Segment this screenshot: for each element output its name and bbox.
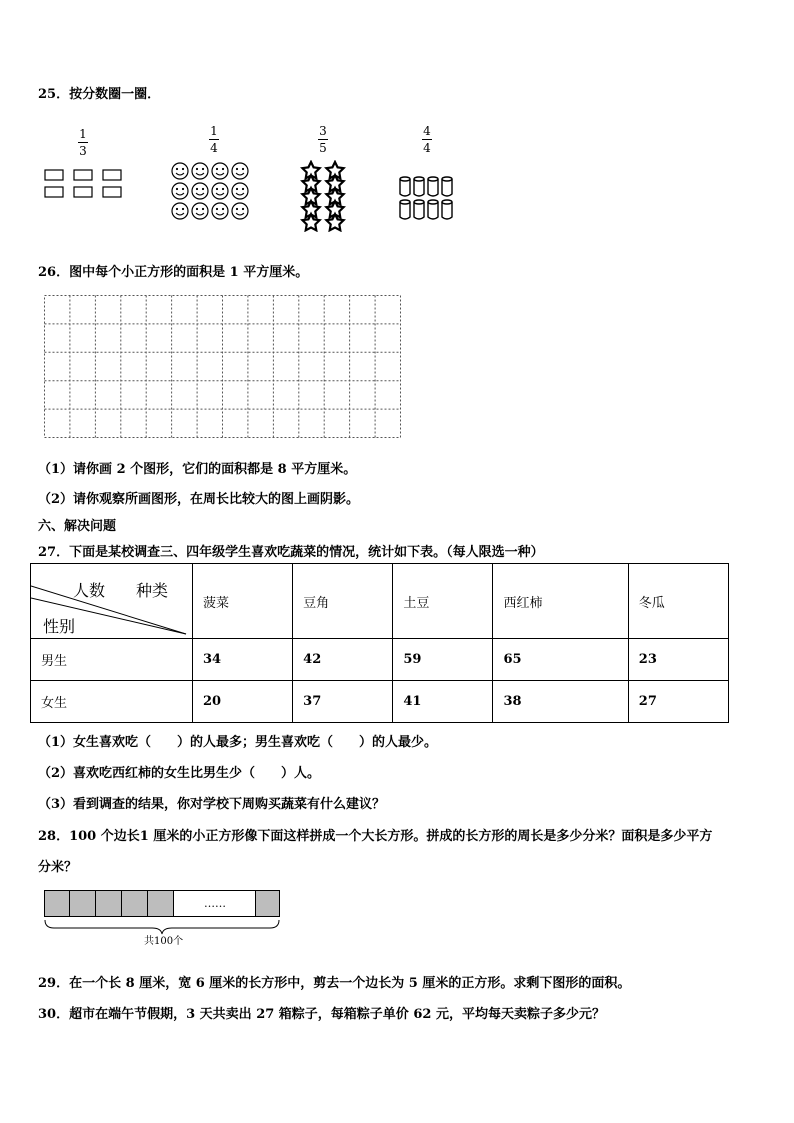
table-row (31, 639, 729, 681)
q29-text: 29．在一个长 8 厘米，宽 6 厘米的长方形中，剪去一个边长为 5 厘米的正方形。求剩下图形的面积。 (38, 976, 631, 991)
column-header: 冬瓜 (628, 564, 728, 639)
table-cell: 27 (628, 681, 728, 723)
corner-label-type: 种类 (136, 581, 169, 600)
q26-part1: （1）请你画 2 个图形，它们的面积都是 8 平方厘米。 (38, 462, 357, 477)
table-cell: 34 (193, 639, 293, 681)
fraction-1-4: 1 4 (210, 124, 218, 155)
cylinder-icon (414, 177, 424, 196)
q27-title: 27．下面是某校调查三、四年级学生喜欢吃蔬菜的情况，统计如下表。（每人限选一种） (38, 545, 544, 560)
ellipsis-text: …… (204, 897, 226, 910)
brace-caption: 共100个 (144, 936, 184, 947)
fraction-4-4: 4 4 (423, 124, 431, 155)
smiley-face-icon (192, 163, 208, 179)
cylinder-icon (400, 200, 410, 219)
dot-grid (44, 295, 402, 439)
fraction-1-3: 1 3 (79, 127, 87, 158)
smiley-face-icon (232, 203, 248, 219)
table-cell: 20 (193, 681, 293, 723)
table-cell: 41 (393, 681, 493, 723)
rectangles-group (45, 170, 121, 197)
q27-part3: （3）看到调查的结果，你对学校下周购买蔬菜有什么建议？ (38, 797, 386, 812)
table-row (31, 681, 729, 723)
q27-part1: （1）女生喜欢吃（ ）的人最多；男生喜欢吃（ ）的人最少。 (38, 735, 438, 750)
q26-part2: （2）请你观察所画图形，在周长比较大的图上画阴影。 (38, 492, 360, 507)
fraction-3-5: 3 5 (319, 124, 327, 155)
smiley-face-icon (212, 203, 228, 219)
cylinder-icon (428, 177, 438, 196)
squares-strip-diagram (44, 890, 284, 950)
table-header-row (31, 564, 729, 639)
diagonal-header-cell (31, 564, 193, 639)
corner-label-gender: 性别 (43, 617, 76, 636)
survey-table (30, 563, 729, 723)
row-label: 女生 (31, 681, 193, 723)
table-cell: 42 (293, 639, 393, 681)
column-header: 豆角 (293, 564, 393, 639)
corner-label-count: 人数 (73, 581, 106, 600)
q30-text: 30．超市在端午节假期，3 天共卖出 27 箱粽子，每箱粽子单价 62 元，平均每天卖粽子多少元？ (38, 1007, 605, 1022)
smiley-face-icon (232, 163, 248, 179)
smiley-face-icon (172, 163, 188, 179)
row-label: 男生 (31, 639, 193, 681)
q26-title: 26．图中每个小正方形的面积是 1 平方厘米。 (38, 265, 309, 280)
stars-group (302, 162, 343, 230)
q28-line2: 分米？ (38, 860, 78, 875)
cylinders-group (400, 177, 452, 219)
section-heading: 六、解决问题 (38, 519, 117, 534)
q25-title: 25．按分数圈一圈． (38, 87, 161, 102)
smiley-face-icon (192, 183, 208, 199)
q27-part2: （2）喜欢吃西红柿的女生比男生少（ ）人。 (38, 766, 321, 781)
smiley-faces-group (172, 163, 248, 219)
column-header: 土豆 (393, 564, 493, 639)
cylinder-icon (442, 200, 452, 219)
table-cell: 65 (493, 639, 628, 681)
smiley-face-icon (212, 183, 228, 199)
smiley-face-icon (172, 183, 188, 199)
smiley-face-icon (192, 203, 208, 219)
table-cell: 59 (393, 639, 493, 681)
table-cell: 37 (293, 681, 393, 723)
table-cell: 38 (493, 681, 628, 723)
column-header: 菠菜 (193, 564, 293, 639)
table-cell: 23 (628, 639, 728, 681)
q25-shapes (40, 160, 480, 232)
smiley-face-icon (172, 203, 188, 219)
q28-line1: 28．100 个边长1 厘米的小正方形像下面这样拼成一个大长方形。拼成的长方形的周长是多少分米？面积是多少平方 (38, 829, 713, 844)
cylinder-icon (442, 177, 452, 196)
cylinder-icon (414, 200, 424, 219)
cylinder-icon (428, 200, 438, 219)
cylinder-icon (400, 177, 410, 196)
smiley-face-icon (212, 163, 228, 179)
column-header: 西红柿 (493, 564, 628, 639)
smiley-face-icon (232, 183, 248, 199)
